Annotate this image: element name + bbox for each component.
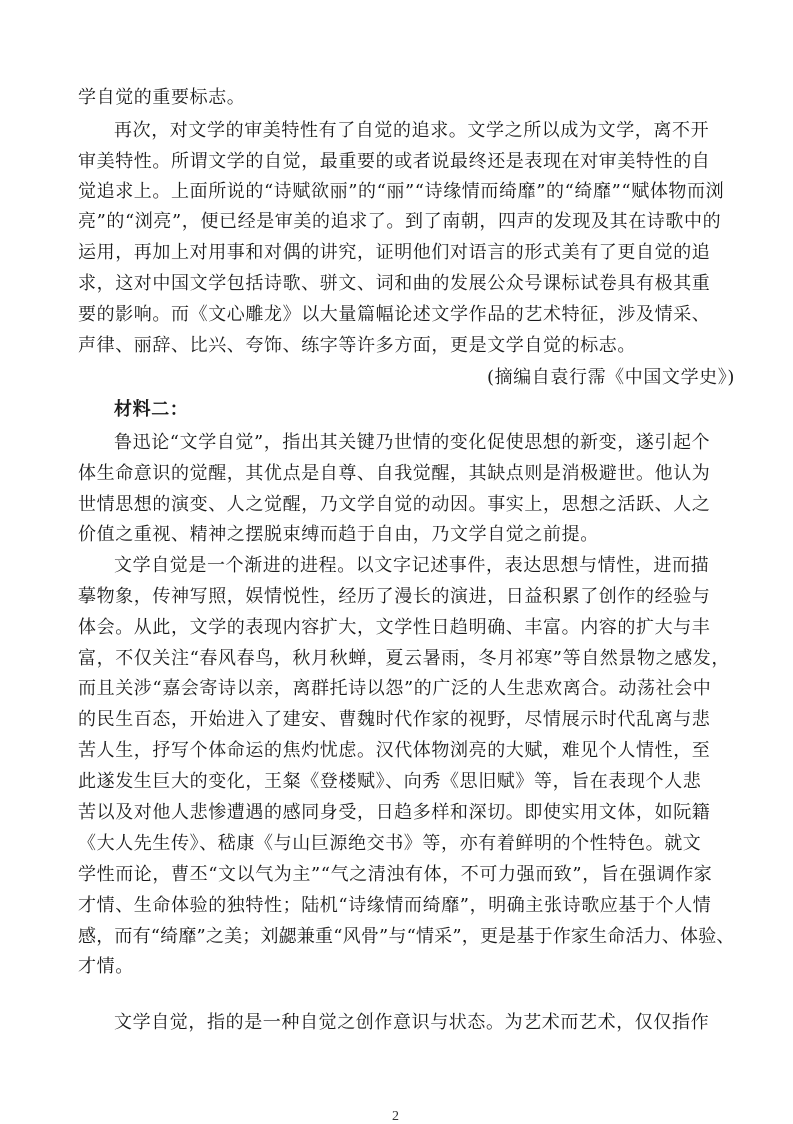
text-line: 苦人生，抒写个体命运的焦灼忧虑。汉代体物浏亮的大赋，难见个人情性，至 xyxy=(78,740,711,761)
text-line: 价值之重视、精神之摆脱束缚而趋于自由，乃文学自觉之前提。 xyxy=(78,524,599,545)
text-line: 苦以及对他人悲惨遭遇的感同身受，日趋多样和深切。即使实用文体，如阮籍 xyxy=(78,802,711,823)
text-line: 声律、丽辞、比兴、夸饰、练字等许多方面，更是文学自觉的标志。 xyxy=(78,335,636,356)
text-line: 要的影响。而《文心雕龙》以大量篇幅论述文学作品的艺术特征，涉及情采、 xyxy=(78,304,711,325)
text-line: 学性而论，曹丕“文以气为主”“气之清浊有体，不可力强而致”，旨在强调作家 xyxy=(78,864,713,885)
text-line: 而且关涉“嘉会寄诗以亲，离群托诗以怨”的广泛的人生悲欢离合。动荡社会中 xyxy=(78,678,712,699)
text-line: 《大人先生传》、嵇康《与山巨源绝交书》等，亦有着鲜明的个性特色。就文 xyxy=(78,833,702,854)
text-line: 再次，对文学的审美特性有了自觉的追求。文学之所以成为文学，离不开 xyxy=(114,120,710,141)
text-line: 富，不仅关注“春风春鸟，秋月秋蝉，夏云暑雨，冬月祁寒”等自然景物之感发， xyxy=(78,648,731,669)
text-line: 才情、生命体验的独特性；陆机“诗缘情而绮靡”，明确主张诗歌应基于个人情 xyxy=(78,895,712,916)
text-line: 亮”的“浏亮”，便已经是审美的追求了。到了南朝，四声的发现及其在诗歌中的 xyxy=(78,211,722,232)
text-line: 世情思想的演变、人之觉醒，乃文学自觉的动因。事实上，思想之活跃、人之 xyxy=(78,494,711,515)
text-line: 感，而有“绮靡”之美；刘勰兼重“风骨”与“情采”，更是基于作家生命活力、体验、 xyxy=(78,926,735,947)
text-line: 觉追求上。上面所说的“诗赋欲丽”的“丽”“诗缘情而绮靡”的“绮靡”“赋体物而浏 xyxy=(78,181,725,202)
text-line: 才情。 xyxy=(78,956,134,977)
text-line: 体会。从此，文学的表现内容扩大，文学性日趋明确、丰富。内容的扩大与丰 xyxy=(78,617,711,638)
text-line: 鲁迅论“文学自觉”，指出其关键乃世情的变化促使思想的新变，遂引起个 xyxy=(114,432,711,453)
page-number: 2 xyxy=(392,1109,399,1124)
text-line: 学自觉的重要标志。 xyxy=(78,87,246,108)
text-line: 体生命意识的觉醒，其优点是自尊、自我觉醒，其缺点则是消极避世。他认为 xyxy=(78,463,711,484)
section-heading: 材料二： xyxy=(114,399,189,420)
text-line: 运用，再加上对用事和对偶的讲究，证明他们对语言的形式美有了更自觉的追 xyxy=(78,242,711,263)
text-line: 求，这对中国文学包括诗歌、骈文、词和曲的发展公众号课标试卷具有极其重 xyxy=(78,273,711,294)
text-line: 此遂发生巨大的变化，王粲《登楼赋》、向秀《思旧赋》等，旨在表现个人悲 xyxy=(78,771,702,792)
text-line: 摹物象，传神写照，娱情悦性，经历了漫长的演进，日益积累了创作的经验与 xyxy=(78,586,711,607)
text-line: 文学自觉，指的是一种自觉之创作意识与状态。为艺术而艺术，仅仅指作 xyxy=(114,1012,710,1033)
text-line: 审美特性。所谓文学的自觉，最重要的或者说最终还是表现在对审美特性的自 xyxy=(78,151,711,172)
text-line: 文学自觉是一个渐进的进程。以文字记述事件，表达思想与情性，进而描 xyxy=(114,555,710,576)
source-citation: (摘编自袁行霈《中国文学史》) xyxy=(486,367,735,388)
text-line: 的民生百态，开始进入了建安、曹魏时代作家的视野，尽情展示时代乱离与悲 xyxy=(78,709,711,730)
